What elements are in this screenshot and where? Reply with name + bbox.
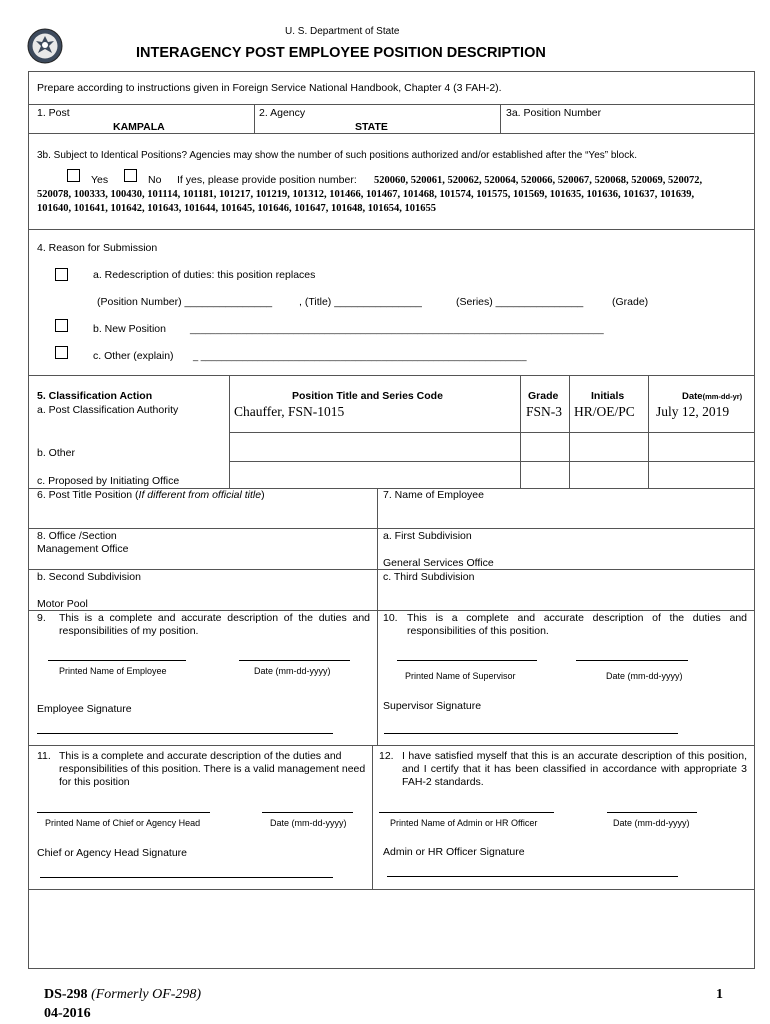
second-subdivision-value[interactable]: Motor Pool [37,598,88,610]
identical-positions-label: 3b. Subject to Identical Positions? Agencies may show the number of such positions authorized and/or established after the “Yes” block. [37,150,637,161]
reason-label: 4. Reason for Submission [37,242,158,254]
employee-date-line[interactable] [239,660,350,661]
proposed-by-initiating-office-label: c. Proposed by Initiating Office [37,475,180,487]
divider [28,375,755,376]
chief-date-line[interactable] [262,812,353,813]
divider [500,104,501,133]
divider [377,488,378,611]
printed-name-admin-label: Printed Name of Admin or HR Officer [390,818,538,828]
divider [229,461,755,462]
employee-date-label: Date (mm-dd-yyyy) [254,666,331,676]
cert-12-text: I have satisfied myself that this is an accurate description of this position, and I certify that it has been classified in accordance with appropriate 3 FAH-2 standards. [402,750,747,788]
cert-9-text: This is a complete and accurate description of the duties and responsibilities of my position. [59,612,370,637]
yes-label: Yes [91,174,109,186]
position-numbers-line-1: 520060, 520061, 520062, 520064, 520066, 520067, 520068, 520069, 520072, [374,175,703,186]
chief-signature-label: Chief or Agency Head Signature [37,847,188,859]
form-formerly: (Formerly OF-298) [91,987,202,1002]
other-classification-label: b. Other [37,447,75,459]
office-section-label: 8. Office /Section [37,530,117,542]
page-number: 1 [716,987,723,1002]
other-label: c. Other (explain) [93,350,174,362]
replaces-title[interactable]: , (Title) _______________ [299,296,422,308]
cert-11-text: This is a complete and accurate description of the duties and responsibilities of this position. There is a valid management need for this position [59,750,366,788]
divider [28,569,755,570]
col-date-header [682,390,742,403]
new-position-line[interactable]: ________________________________________________________________________________ [190,324,604,334]
form-top-border [28,71,755,72]
cert-10-number: 10. [383,612,398,624]
form-number [44,986,201,1003]
form-left-border [28,71,29,969]
position-numbers-line-2: 520078, 100333, 100430, 101114, 101181, 101217, 101219, 101312, 101466, 101467, 101468, 101574, 101575, 101569, 101635, 101636, 101637, 101639, [37,189,695,200]
position-number-label: 3a. Position Number [506,107,602,119]
col-date-label: Date [682,391,703,402]
form-date: 04-2016 [44,1006,91,1021]
admin-name-line[interactable] [379,812,554,813]
col-title-header: Position Title and Series Code [292,390,443,402]
initials-value[interactable]: HR/OE/PC [574,404,635,419]
printed-name-supervisor-label: Printed Name of Supervisor [405,671,516,681]
agency-value[interactable]: STATE [355,121,388,133]
post-value[interactable]: KAMPALA [113,121,165,133]
no-label: No [148,174,162,186]
divider [28,528,755,529]
supervisor-name-line[interactable] [397,660,537,661]
first-subdivision-value[interactable]: General Services Office [383,557,494,569]
redescription-checkbox[interactable] [55,268,68,281]
department-of-state-seal-icon [27,28,63,64]
chief-name-line[interactable] [37,812,210,813]
cert-9-number: 9. [37,612,46,624]
divider [254,104,255,133]
col-grade-header: Grade [528,390,559,402]
new-position-checkbox[interactable] [55,319,68,332]
date-value[interactable]: July 12, 2019 [656,404,730,419]
post-title-position-prefix: 6. Post Title Position ( [37,489,139,501]
supervisor-signature-line[interactable] [384,733,678,734]
printed-name-chief-label: Printed Name of Chief or Agency Head [45,818,201,828]
other-explain-line[interactable]: _ _______________________________________________________________ [193,351,527,361]
supervisor-signature-label: Supervisor Signature [383,700,482,712]
provide-position-number-text: If yes, please provide position number: [177,174,357,186]
position-title-value[interactable]: Chauffer, FSN-1015 [234,404,345,419]
form-id: DS-298 [44,987,88,1002]
form-bottom-border [28,968,755,969]
chief-signature-line[interactable] [40,877,333,878]
second-subdivision-label: b. Second Subdivision [37,571,141,583]
department-name: U. S. Department of State [285,26,400,37]
replaces-series[interactable]: (Series) _______________ [456,296,584,308]
position-numbers-line-3: 101640, 101641, 101642, 101643, 101644, 101645, 101646, 101647, 101648, 101654, 101655 [37,203,436,214]
first-subdivision-label: a. First Subdivision [383,530,472,542]
admin-signature-line[interactable] [387,876,678,877]
divider [28,133,755,134]
employee-signature-line[interactable] [37,733,333,734]
divider [28,745,755,746]
chief-date-label: Date (mm-dd-yyyy) [270,818,347,828]
office-section-value[interactable]: Management Office [37,543,129,555]
col-initials-header: Initials [591,390,625,402]
yes-checkbox[interactable] [67,169,80,182]
divider [28,889,755,890]
third-subdivision-label: c. Third Subdivision [383,571,475,583]
post-classification-authority-label: a. Post Classification Authority [37,404,179,416]
cert-10-text: This is a complete and accurate description of the duties and responsibilities of this position. [407,612,747,637]
other-checkbox[interactable] [55,346,68,359]
redescription-label: a. Redescription of duties: this position replaces [93,269,316,281]
employee-name-line[interactable] [48,660,186,661]
admin-date-line[interactable] [607,812,697,813]
form-right-border [754,71,755,969]
post-label: 1. Post [37,107,70,119]
post-title-position-label [37,489,265,502]
employee-signature-label: Employee Signature [37,703,132,715]
supervisor-date-label: Date (mm-dd-yyyy) [606,671,683,681]
printed-name-employee-label: Printed Name of Employee [59,666,167,676]
replaces-position-number[interactable]: (Position Number) _______________ [97,296,273,308]
cert-11-number: 11. [37,750,51,762]
admin-signature-label: Admin or HR Officer Signature [383,846,525,858]
post-title-position-note: If different from official title [138,489,262,501]
divider [377,610,378,746]
divider [229,432,755,433]
divider [28,610,755,611]
agency-label: 2. Agency [259,107,306,119]
new-position-label: b. New Position [93,323,166,335]
name-of-employee-label: 7. Name of Employee [383,489,484,501]
post-title-position-suffix: ) [261,489,265,501]
admin-date-label: Date (mm-dd-yyyy) [613,818,690,828]
divider [28,229,755,230]
classification-header: 5. Classification Action [37,390,153,402]
supervisor-date-line[interactable] [576,660,688,661]
page-title: INTERAGENCY POST EMPLOYEE POSITION DESCRIPTION [136,45,546,61]
grade-value[interactable]: FSN-3 [526,404,563,419]
no-checkbox[interactable] [124,169,137,182]
divider [28,104,755,105]
divider [372,745,373,890]
replaces-grade[interactable]: (Grade) [612,296,649,308]
col-date-format: (mm-dd-yr) [702,392,743,401]
instructions: Prepare according to instructions given in Foreign Service National Handbook, Chapter 4 (3 FAH-2). [37,82,502,94]
cert-12-number: 12. [379,750,394,762]
